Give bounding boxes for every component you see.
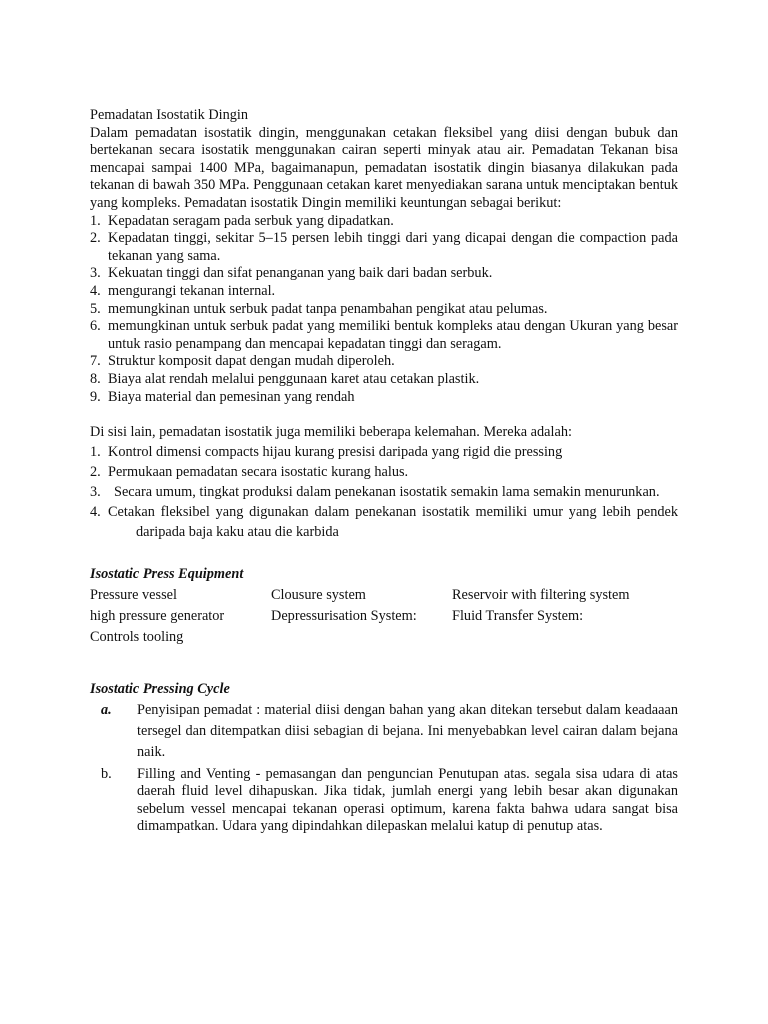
item-text: Secara umum, tingkat produksi dalam penekanan isostatik semakin lama semakin menurunkan. [114, 483, 660, 500]
item-number: 7. [90, 353, 101, 370]
equipment-grid [90, 585, 678, 648]
list-item [90, 442, 678, 462]
list-item [90, 213, 678, 231]
item-number: 1. [90, 443, 101, 460]
cycle-steps [90, 700, 678, 836]
list-item [90, 318, 678, 353]
item-text: Kepadatan tinggi, sekitar 5–15 persen lebih tinggi dari yang dicapai dengan die compaction pada tekanan yang sama. [108, 230, 678, 264]
item-text: memungkinan untuk serbuk padat tanpa penambahan pengikat atau pelumas. [108, 300, 548, 317]
step-text: Filling and Venting - pemasangan dan penguncian Penutupan atas. segala sisa udara di atas daerah fluid level dihapuskan. Jika tidak, jumlah energi yang lebih besar akan digunakan sebelum vessel mencapai tekanan operasi optimum, karena fakta bahwa udara sangat bisa dimampatkan. Udara yang dipindahkan dilepaskan melalui katup di penutup atas. [137, 765, 678, 835]
disadvantages-intro: Di sisi lain, pemadatan isostatik juga memiliki beberapa kelemahan. Mereka adalah: [90, 424, 572, 441]
list-item [90, 230, 678, 265]
item-text: Cetakan fleksibel yang digunakan dalam penekanan isostatik memiliki umur yang lebih pendek daripada baja kaku atau die karbida [108, 503, 678, 540]
document-content [90, 107, 678, 836]
list-item [90, 265, 678, 283]
list-item [90, 353, 678, 371]
list-item [90, 502, 678, 542]
item-text: Biaya alat rendah melalui penggunaan karet atau cetakan plastik. [108, 370, 480, 387]
list-item [90, 301, 678, 319]
item-text: memungkinan untuk serbuk padat yang memiliki bentuk kompleks atau dengan Ukuran yang besar untuk rasio penampang dan mencapai kepadatan tinggi dan seragam. [108, 318, 678, 352]
list-item [90, 462, 678, 482]
item-number: 4. [90, 282, 101, 299]
list-item [90, 283, 678, 301]
equipment-item: Depressurisation System: [271, 607, 417, 624]
equipment-item: high pressure generator [90, 607, 225, 624]
item-text: mengurangi tekanan internal. [108, 282, 276, 299]
item-text: Biaya material dan pemesinan yang rendah [108, 388, 355, 405]
item-number: 8. [90, 370, 101, 387]
cycle-step [90, 700, 678, 764]
item-number: 2. [90, 230, 101, 247]
equipment-item: Fluid Transfer System: [452, 607, 584, 624]
item-text: Permukaan pemadatan secara isostatic kurang halus. [108, 463, 409, 480]
item-number: 6. [90, 318, 101, 335]
document-title: Pemadatan Isostatik Dingin [90, 107, 249, 123]
equipment-item: Reservoir with filtering system [452, 586, 630, 603]
item-text: Struktur komposit dapat dengan mudah diperoleh. [108, 353, 395, 370]
list-item [90, 389, 678, 407]
item-number: 9. [90, 388, 101, 405]
equipment-heading: Isostatic Press Equipment [90, 565, 244, 582]
step-label: a. [101, 701, 112, 718]
cycle-heading: Isostatic Pressing Cycle [90, 680, 230, 697]
cycle-step [90, 766, 678, 836]
item-text: Kepadatan seragam pada serbuk yang dipadatkan. [108, 212, 394, 229]
item-number: 1. [90, 212, 101, 229]
step-text: Penyisipan pemadat : material diisi dengan bahan yang akan ditekan tersebut dalam keadaaan tersegel dan ditempatkan diisi sebagian di bejana. Ini menyebabkan level cairan dalam bejana naik. [137, 701, 678, 761]
item-number: 2. [90, 463, 101, 480]
advantages-list [90, 213, 678, 407]
item-number: 3. [90, 265, 101, 282]
item-number: 5. [90, 300, 101, 317]
list-item [90, 482, 678, 502]
list-item [90, 371, 678, 389]
equipment-item: Controls tooling [90, 628, 184, 645]
item-text: Kontrol dimensi compacts hijau kurang presisi daripada yang rigid die pressing [108, 443, 563, 460]
item-number: 3. [90, 483, 101, 500]
item-text: Kekuatan tinggi dan sifat penanganan yang baik dari badan serbuk. [108, 265, 493, 282]
step-label: b. [101, 765, 112, 782]
intro-paragraph: Dalam pemadatan isostatik dingin, menggunakan cetakan fleksibel yang diisi dengan bubuk dan bertekanan secara isostatik menggunakan cairan seperti minyak atau air. Pemadatan Tekanan bisa mencapai sampai 1400 MPa, bagaimanapun, pemadatan isostatik dingin biasanya dilakukan pada tekanan di bawah 350 MPa. Penggunaan cetakan karet menyediakan sarana untuk menciptakan bentuk yang kompleks. Pemadatan isostatik Dingin memiliki keuntungan sebagai berikut: [90, 124, 678, 211]
equipment-item: Clousure system [271, 586, 366, 603]
item-number: 4. [90, 503, 101, 520]
equipment-item: Pressure vessel [90, 586, 177, 603]
disadvantages-list [90, 442, 678, 542]
